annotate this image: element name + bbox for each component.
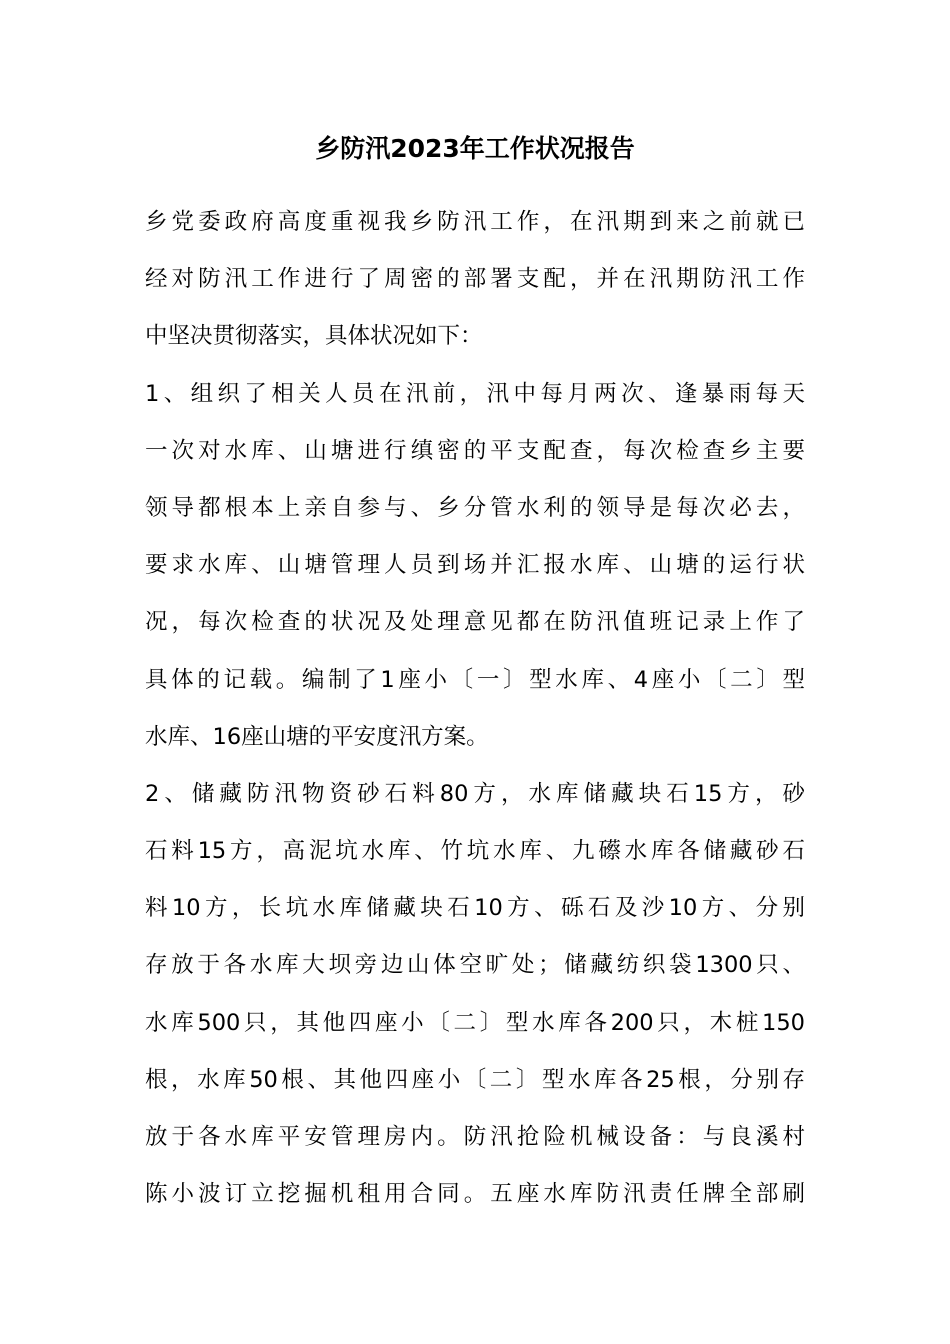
body-line: 2、储藏防汛物资砂石料80方，水库储藏块石15方，砂 — [145, 780, 805, 807]
body-line: 一次对水库、山塘进行缜密的平支配查，每次检查乡主要 — [145, 437, 805, 464]
body-line: 领导都根本上亲自参与、乡分管水利的领导是每次必去， — [145, 494, 805, 521]
body-line: 1、组织了相关人员在汛前，汛中每月两次、逢暴雨每天 — [145, 380, 805, 407]
body-line: 要求水库、山塘管理人员到场并汇报水库、山塘的运行状 — [145, 552, 805, 579]
body-line: 料10方，长坑水库储藏块石10方、砾石及沙10方、分别 — [145, 895, 805, 922]
body-line: 放于各水库平安管理房内。防汛抢险机械设备：与良溪村 — [145, 1124, 805, 1150]
document-title: 乡防汛2023年工作状况报告 — [315, 134, 635, 163]
body-line: 水库、16座山塘的平安度汛方案。 — [145, 723, 489, 750]
body-line: 中坚决贯彻落实，具体状况如下： — [145, 323, 483, 350]
body-line: 根，水库50根、其他四座小〔二〕型水库各25根，分别存 — [145, 1066, 805, 1093]
body-line: 经对防汛工作进行了周密的部署支配，并在汛期防汛工作 — [145, 266, 805, 293]
body-line: 乡党委政府高度重视我乡防汛工作，在汛期到来之前就已 — [145, 209, 805, 235]
body-line: 具体的记载。编制了1座小〔一〕型水库、4座小〔二〕型 — [145, 666, 805, 693]
document-body — [145, 200, 805, 1229]
body-line: 石料15方，高泥坑水库、竹坑水库、九礤水库各储藏砂石 — [145, 838, 805, 865]
body-line: 水库500只，其他四座小〔二〕型水库各200只，木桩150 — [145, 1009, 805, 1036]
body-line: 存放于各水库大坝旁边山体空旷处；储藏纺织袋1300只、 — [145, 952, 805, 979]
body-line: 况，每次检查的状况及处理意见都在防汛值班记录上作了 — [145, 609, 805, 636]
body-line: 陈小波订立挖掘机租用合同。五座水库防汛责任牌全部刷 — [145, 1181, 805, 1208]
